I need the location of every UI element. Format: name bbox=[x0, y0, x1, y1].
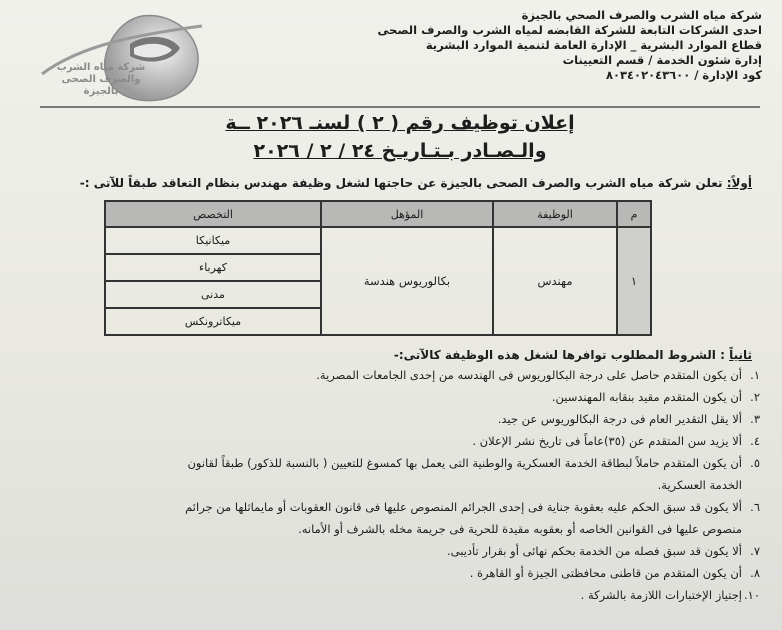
announcement-date: والـصـادر بـتـاريـخ ٢٤ / ٢ / ٢٠٢٦ bbox=[253, 140, 547, 162]
list-item bbox=[16, 386, 760, 408]
jobs-table bbox=[104, 200, 652, 336]
conditions-heading bbox=[32, 348, 752, 362]
row-job: مهندس bbox=[493, 227, 617, 335]
list-item bbox=[16, 496, 760, 518]
item-text: أن يكون المتقدم من قاطنى محافظتى الجيزة أو القاهرة . bbox=[469, 566, 742, 580]
list-item bbox=[16, 430, 760, 452]
logo-text-line1: شركة مياه الشرب bbox=[56, 62, 146, 73]
item-text: أن يكون المتقدم مقيد بنقابه المهندسين. bbox=[551, 390, 742, 404]
header-index: م bbox=[617, 201, 651, 227]
row-specialization: كهرباء bbox=[105, 254, 321, 281]
item-number: ٦. bbox=[750, 500, 760, 514]
list-item bbox=[16, 562, 760, 584]
list-item bbox=[16, 408, 760, 430]
row-index: ١ bbox=[617, 227, 651, 335]
list-item bbox=[16, 540, 760, 562]
letterhead-line: شركة مياه الشرب والصرف الصحي بالجيزة bbox=[521, 8, 762, 22]
row-qualification: بكالوريوس هندسة bbox=[321, 227, 493, 335]
item-text: أن يكون المتقدم حاملاً لبطاقة الخدمة العسكرية والوطنية التى يعمل بها كمسوغ للتعيين ( بالنسبة للذكور) طبقاً لقانون bbox=[187, 456, 742, 470]
item-text: ألا يقل التقدير العام فى درجة البكالوريوس عن جيد. bbox=[497, 412, 742, 426]
list-item bbox=[16, 584, 760, 606]
table-row bbox=[105, 227, 651, 254]
item-text: ألا يكون قد سبق فصله من الخدمة بحكم نهائى أو بقرار تأديبى. bbox=[447, 544, 742, 558]
item-text: أن يكون المتقدم حاصل على درجة البكالوريوس فى الهندسه من إحدى الجامعات المصرية. bbox=[316, 368, 742, 382]
item-text: إجتياز الإختبارات اللازمة بالشركة . bbox=[580, 588, 742, 602]
letterhead bbox=[322, 8, 762, 83]
item-number: ٨. bbox=[750, 566, 760, 580]
item-text: ألا يزيد سن المتقدم عن (٣٥)عاماً فى تاريخ نشر الإعلان . bbox=[472, 434, 742, 448]
letterhead-line: قطاع الموارد البشرية _ الإدارة العامة لتنمية الموارد البشرية bbox=[425, 38, 762, 52]
intro-label: أولاً: bbox=[726, 176, 752, 190]
conditions-list bbox=[16, 364, 760, 606]
list-item bbox=[16, 364, 760, 386]
header-specialization: التخصص bbox=[105, 201, 321, 227]
item-text: منصوص عليها فى القوانين الخاصه أو بعقوبه مقيدة للحرية فى جريمة مخله بالشرف أو الأمانه. bbox=[298, 522, 742, 536]
item-number: ٧. bbox=[750, 544, 760, 558]
item-number: ٢. bbox=[750, 390, 760, 404]
conditions-heading-text: : الشروط المطلوب توافرها لشغل هذه الوظيفة كالآتى:- bbox=[393, 348, 730, 362]
letterhead-line: إدارة شئون الخدمة / قسم التعيينات bbox=[562, 53, 762, 67]
intro-paragraph bbox=[32, 176, 752, 190]
header-job: الوظيفة bbox=[493, 201, 617, 227]
announcement-title: إعلان توظيف رقم ( ٢ ) لسنـ ٢٠٢٦ ــة bbox=[225, 112, 575, 134]
header-qualification: المؤهل bbox=[321, 201, 493, 227]
logo-text-line2: والصرف الصحى بالجيزة bbox=[61, 74, 141, 97]
letterhead-line: كود الإدارة / ٨٠٣٤٠٢٠٤٣٦٠٠ bbox=[605, 68, 762, 82]
item-number: ٤. bbox=[750, 434, 760, 448]
item-number: ٥. bbox=[750, 456, 760, 470]
item-number: ١٠. bbox=[743, 588, 760, 602]
letterhead-line: احدى الشركات التابعة للشركة القابضه لمياه الشرب والصرف الصحى bbox=[377, 23, 762, 37]
conditions-label: ثانياً bbox=[729, 348, 752, 362]
list-item-continuation bbox=[16, 518, 760, 540]
intro-text: تعلن شركة مياه الشرب والصرف الصحى بالجيزة عن حاجتها لشغل وظيفة مهندس بنظام التعاقد طبقاً للآتى :- bbox=[79, 176, 727, 190]
item-text: ألا يكون قد سبق الحكم عليه بعقوبة جناية فى إحدى الجرائم المنصوص عليها فى قانون العقوبات أو مايماثلها من جرائم bbox=[185, 500, 742, 514]
row-specialization: ميكاترونكس bbox=[105, 308, 321, 335]
list-item bbox=[16, 452, 760, 474]
company-logo bbox=[22, 4, 212, 104]
item-number: ٣. bbox=[750, 412, 760, 426]
list-item-continuation bbox=[16, 474, 760, 496]
item-number: ١. bbox=[750, 368, 760, 382]
header-divider bbox=[40, 106, 760, 108]
row-specialization: ميكانيكا bbox=[105, 227, 321, 254]
row-specialization: مدنى bbox=[105, 281, 321, 308]
table-header-row bbox=[105, 201, 651, 227]
item-text: الخدمة العسكرية. bbox=[657, 478, 742, 492]
